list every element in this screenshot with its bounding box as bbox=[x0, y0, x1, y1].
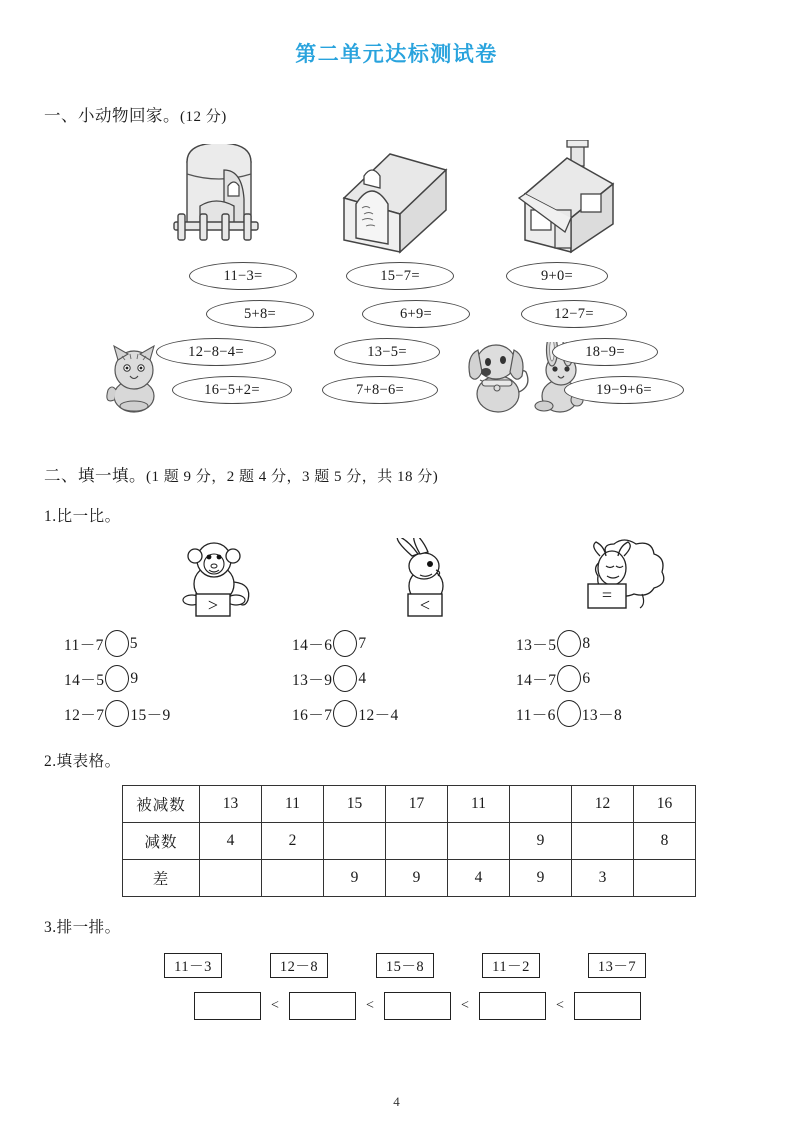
compare-right: 13－8 bbox=[581, 706, 623, 724]
sheep-with-equal-sign bbox=[564, 538, 672, 618]
equation-oval[interactable]: 15−7= bbox=[346, 262, 454, 290]
compare-item[interactable] bbox=[44, 630, 280, 657]
answer-box[interactable] bbox=[574, 992, 641, 1020]
table-cell[interactable]: 17 bbox=[386, 786, 448, 823]
item-1-heading: 1.比一比。 bbox=[44, 508, 121, 525]
table-cell[interactable]: 9 bbox=[510, 860, 572, 897]
subtraction-table bbox=[122, 785, 696, 897]
table-cell[interactable] bbox=[386, 823, 448, 860]
answer-circle[interactable] bbox=[105, 630, 129, 657]
monkey-with-greater-sign bbox=[164, 538, 264, 618]
section-1-points: (12 分) bbox=[180, 109, 227, 125]
table-cell[interactable]: 12 bbox=[572, 786, 634, 823]
equation-oval[interactable]: 5+8= bbox=[206, 300, 314, 328]
table-cell[interactable]: 11 bbox=[448, 786, 510, 823]
cottage-house-icon bbox=[509, 140, 629, 256]
equation-oval[interactable]: 9+0= bbox=[506, 262, 608, 290]
row-label: 差 bbox=[123, 860, 200, 897]
equation-ovals-area bbox=[44, 256, 749, 428]
equation-oval[interactable]: 11−3= bbox=[189, 262, 297, 290]
compare-item[interactable] bbox=[510, 665, 740, 692]
answer-circle[interactable] bbox=[333, 665, 357, 692]
page-number: 4 bbox=[393, 1094, 400, 1109]
answer-box[interactable] bbox=[384, 992, 451, 1020]
table-cell[interactable]: 13 bbox=[200, 786, 262, 823]
table-cell[interactable] bbox=[448, 823, 510, 860]
houses-row bbox=[44, 140, 749, 256]
compare-right: 8 bbox=[582, 634, 591, 652]
compare-left: 14－5 bbox=[64, 671, 105, 689]
table-cell[interactable]: 2 bbox=[262, 823, 324, 860]
table-cell[interactable]: 11 bbox=[262, 786, 324, 823]
table-cell[interactable]: 9 bbox=[510, 823, 572, 860]
table-cell[interactable]: 9 bbox=[386, 860, 448, 897]
table-cell[interactable] bbox=[262, 860, 324, 897]
compare-right: 5 bbox=[129, 634, 138, 652]
order-card[interactable]: 12－8 bbox=[270, 953, 328, 978]
compare-left: 11－7 bbox=[64, 636, 104, 654]
order-card[interactable]: 11－2 bbox=[482, 953, 540, 978]
compare-item[interactable] bbox=[510, 700, 740, 727]
order-blanks-row bbox=[44, 992, 749, 1020]
answer-box[interactable] bbox=[479, 992, 546, 1020]
less-than-sign: < bbox=[461, 998, 469, 1013]
fill-table-wrap bbox=[44, 785, 749, 897]
answer-circle[interactable] bbox=[557, 630, 581, 657]
order-card[interactable]: 15－8 bbox=[376, 953, 434, 978]
answer-circle[interactable] bbox=[557, 700, 581, 727]
compare-right: 9 bbox=[130, 669, 139, 687]
table-row-minuend bbox=[123, 786, 696, 823]
section-2-title: 二、填一填。 bbox=[44, 466, 146, 485]
compare-left: 14－7 bbox=[516, 671, 557, 689]
compare-sign: = bbox=[601, 585, 613, 605]
compare-right: 6 bbox=[582, 669, 591, 687]
section-2-heading bbox=[44, 462, 749, 486]
answer-circle[interactable] bbox=[333, 700, 357, 727]
dog-icon bbox=[462, 336, 534, 416]
compare-item[interactable] bbox=[44, 665, 280, 692]
answer-circle[interactable] bbox=[333, 630, 357, 657]
compare-left: 13－9 bbox=[292, 671, 333, 689]
row-label: 被减数 bbox=[123, 786, 200, 823]
doghouse-icon bbox=[334, 148, 454, 256]
compare-row bbox=[44, 626, 749, 661]
compare-sign: > bbox=[207, 595, 219, 615]
equation-oval[interactable]: 13−5= bbox=[334, 338, 440, 366]
compare-sign: < bbox=[419, 595, 431, 615]
table-cell[interactable]: 4 bbox=[448, 860, 510, 897]
rabbit-with-less-sign bbox=[374, 538, 474, 618]
equation-oval[interactable]: 19−9+6= bbox=[564, 376, 684, 404]
table-cell[interactable]: 15 bbox=[324, 786, 386, 823]
table-cell[interactable] bbox=[634, 860, 696, 897]
compare-item[interactable] bbox=[280, 700, 510, 727]
equation-oval[interactable]: 7+8−6= bbox=[322, 376, 438, 404]
equation-oval[interactable]: 6+9= bbox=[362, 300, 470, 328]
compare-right: 7 bbox=[358, 634, 367, 652]
compare-row bbox=[44, 661, 749, 696]
compare-left: 13－5 bbox=[516, 636, 557, 654]
table-cell[interactable]: 8 bbox=[634, 823, 696, 860]
table-cell[interactable]: 9 bbox=[324, 860, 386, 897]
item-3-heading: 3.排一排。 bbox=[44, 919, 121, 936]
table-cell[interactable] bbox=[510, 786, 572, 823]
compare-left: 11－6 bbox=[516, 706, 556, 724]
section-1-heading bbox=[44, 102, 749, 126]
hut-house-icon bbox=[164, 144, 274, 256]
equation-oval[interactable]: 12−8−4= bbox=[156, 338, 276, 366]
compare-right: 12－4 bbox=[358, 706, 399, 724]
table-cell[interactable]: 4 bbox=[200, 823, 262, 860]
order-cards-row bbox=[44, 953, 749, 978]
less-than-sign: < bbox=[271, 998, 279, 1013]
compare-item[interactable] bbox=[44, 700, 280, 727]
compare-item[interactable] bbox=[280, 630, 510, 657]
compare-left: 16－7 bbox=[292, 706, 333, 724]
table-cell[interactable]: 3 bbox=[572, 860, 634, 897]
equation-oval[interactable]: 18−9= bbox=[552, 338, 658, 366]
compare-item[interactable] bbox=[510, 630, 740, 657]
compare-rows bbox=[44, 626, 749, 731]
order-card[interactable]: 13－7 bbox=[588, 953, 646, 978]
table-row-subtrahend bbox=[123, 823, 696, 860]
order-card[interactable]: 11－3 bbox=[164, 953, 222, 978]
page-title: 第二单元达标测试卷 bbox=[295, 41, 498, 66]
answer-circle[interactable] bbox=[105, 665, 129, 692]
equation-oval[interactable]: 16−5+2= bbox=[172, 376, 292, 404]
compare-row bbox=[44, 696, 749, 731]
compare-animals-row bbox=[44, 538, 749, 620]
compare-left: 14－6 bbox=[292, 636, 333, 654]
compare-right: 15－9 bbox=[130, 706, 171, 724]
table-cell[interactable] bbox=[324, 823, 386, 860]
answer-box[interactable] bbox=[289, 992, 356, 1020]
answer-circle[interactable] bbox=[105, 700, 129, 727]
table-cell[interactable] bbox=[200, 860, 262, 897]
table-cell[interactable]: 16 bbox=[634, 786, 696, 823]
section-1-title: 一、小动物回家。 bbox=[44, 106, 180, 125]
less-than-sign: < bbox=[556, 998, 564, 1013]
section-2-points: (1 题 9 分，2 题 4 分，3 题 5 分，共 18 分) bbox=[146, 469, 439, 485]
row-label: 减数 bbox=[123, 823, 200, 860]
item-2-heading: 2.填表格。 bbox=[44, 753, 121, 770]
compare-left: 12－7 bbox=[64, 706, 105, 724]
compare-item[interactable] bbox=[280, 665, 510, 692]
less-than-sign: < bbox=[366, 998, 374, 1013]
answer-box[interactable] bbox=[194, 992, 261, 1020]
equation-oval[interactable]: 12−7= bbox=[521, 300, 627, 328]
table-cell[interactable] bbox=[572, 823, 634, 860]
compare-right: 4 bbox=[358, 669, 367, 687]
answer-circle[interactable] bbox=[557, 665, 581, 692]
table-row-difference bbox=[123, 860, 696, 897]
